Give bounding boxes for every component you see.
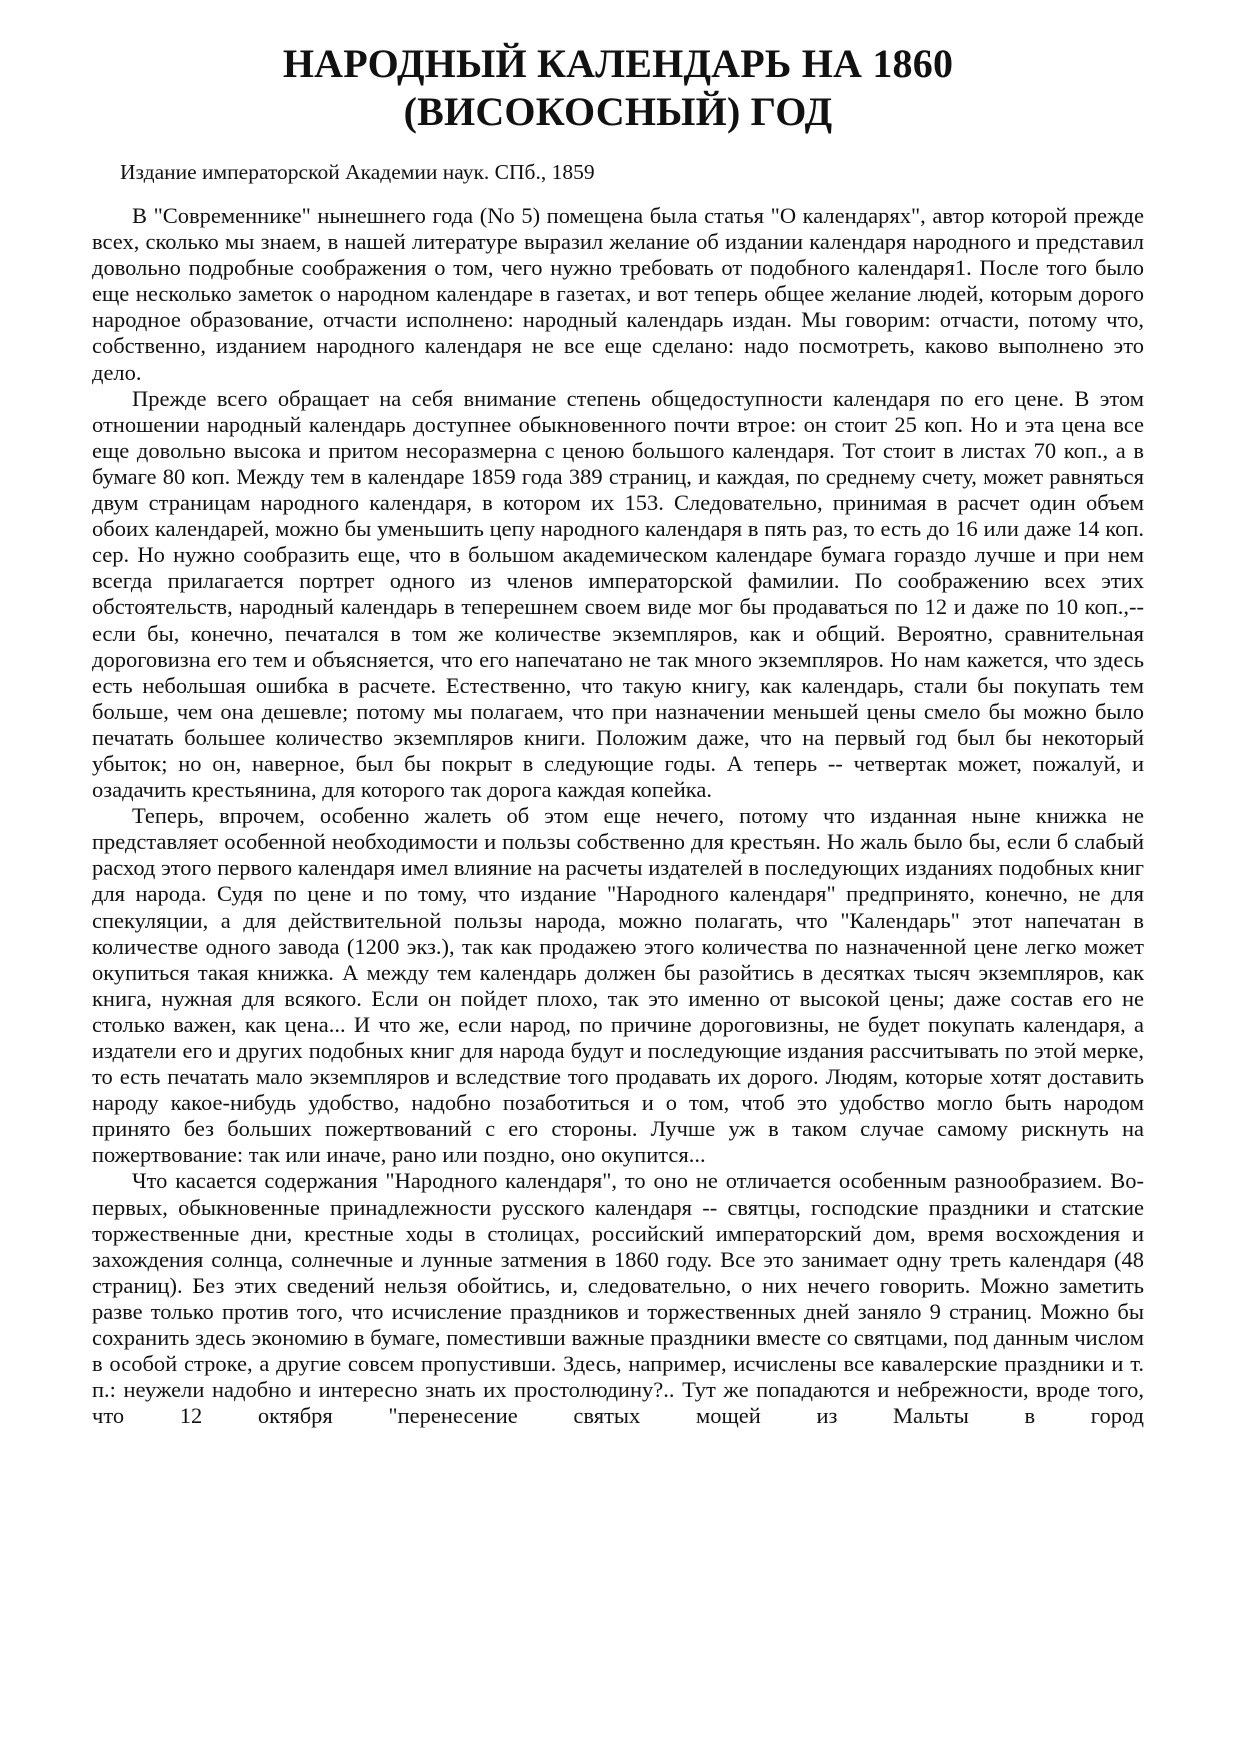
paragraph-2: Прежде всего обращает на себя внимание степень общедоступности календаря по его цене. В этом отношении народный календарь доступнее обыкновенного почти втрое: он стоит 25 коп. Но и эта цена все еще довольно высока и притом несоразмерна с ценою большого календаря. Тот стоит в листах 70 коп., а в бумаге 80 коп. Между тем в календаре 1859 года 389 страниц, и каждая, по среднему счету, может равняться двум страницам народного календаря, в котором их 153. Следовательно, принимая в расчет один объем обоих календарей, можно бы уменьшить цепу народного календаря в пять раз, то есть до 16 или даже 14 коп. сер. Но нужно сообразить еще, что в большом академическом календаре бумага гораздо лучше и при нем всегда прилагается портрет одного из членов императорской фамилии. По соображению всех этих обстоятельств, народный календарь в теперешнем своем виде мог бы продаваться по 12 и даже по 10 коп.,-- если бы, конечно, печатался в том же количестве экземпляров, как и общий. Вероятно, сравнительная дороговизна его тем и объясняется, что его напечатано не так много экземпляров. Но нам кажется, что здесь есть небольшая ошибка в расчете. Естественно, что такую книгу, как календарь, стали бы покупать тем больше, чем она дешевле; потому мы полагаем, что при назначении меньшей цены смело бы можно было печатать большее количество экземпляров книги. Положим даже, что на первый год был бы некоторый убыток; но он, наверное, был бы покрыт в следующие годы. А теперь -- четвертак может, пожалуй, и озадачить крестьянина, для которого так дорога каждая копейка.	[92, 385, 1144, 803]
paragraph-3: Теперь, впрочем, особенно жалеть об этом еще нечего, потому что изданная ныне книжка не представляет особенной необходимости и пользы собственно для крестьян. Но жаль было бы, если б слабый расход этого первого календаря имел влияние на расчеты издателей в последующих изданиях подобных книг для народа. Судя по цене и по тому, что издание "Народного календаря" предпринято, конечно, не для спекуляции, а для действительной пользы народа, можно полагать, что "Календарь" этот напечатан в количестве одного завода (1200 экз.), так как продажею этого количества по назначенной цене легко может окупиться такая книжка. А между тем календарь должен бы разойтись в десятках тысяч экземпляров, как книга, нужная для всякого. Если он пойдет плохо, так это именно от высокой цены; даже состав его не столько важен, как цена... И что же, если народ, по причине дороговизны, не будет покупать календаря, а издатели его и других подобных книг для народа будут и последующие издания рассчитывать по этой мерке, то есть печатать мало экземпляров и вследствие того продавать их дорого. Людям, которые хотят доставить народу какое-нибудь удобство, надобно позаботиться и о том, чтоб это удобство могло быть народом принято без больших пожертвований с его стороны. Лучше уж в таком случае самому рискнуть на пожертвование: так или иначе, рано или поздно, оно окупится...	[92, 803, 1144, 1168]
paragraph-4: Что касается содержания "Народного календаря", то оно не отличается особенным разнообразием. Во-первых, обыкновенные принадлежности русского календаря -- святцы, господские праздники и статские торжественные дни, крестные ходы в столицах, российский императорский дом, время восхождения и захождения солнца, солнечные и лунные затмения в 1860 году. Все это занимает одну треть календаря (48 страниц). Без этих сведений нельзя обойтись, и, следовательно, о них нечего говорить. Можно заметить разве только против того, что исчисление праздников и торжественных дней заняло 9 страниц. Можно бы сохранить здесь экономию в бумаге, поместивши важные праздники вместе со святцами, под данным числом в особой строке, а другие совсем пропустивши. Здесь, например, исчислены все кавалерские праздники и т. п.: неужели надобно и интересно знать их простолюдину?.. Тут же попадаются и небрежности, вроде того, что 12 октября "перенесение святых мощей из Мальты в город	[92, 1168, 1144, 1429]
title-line-1: НАРОДНЫЙ КАЛЕНДАРЬ НА 1860	[282, 41, 954, 86]
paragraph-1: В "Современнике" нынешнего года (No 5) помещена была статья "О календарях", автор которой прежде всех, сколько мы знаем, в нашей литературе выразил желание об издании календаря народного и представил довольно подробные соображения о том, чего нужно требовать от подобного календаря1. После того было еще несколько заметок о народном календаре в газетах, и вот теперь общее желание людей, которым дорого народное образование, отчасти исполнено: народный календарь издан. Мы говорим: отчасти, потому что, собственно, изданием народного календаря не все еще сделано: надо посмотреть, каково выполнено это дело.	[92, 203, 1144, 385]
publication-info: Издание императорской Академии наук. СПб., 1859	[120, 160, 595, 184]
document-title	[92, 40, 1144, 136]
article-body	[92, 203, 1144, 1429]
title-line-2: (ВИСОКОСНЫЙ) ГОД	[403, 89, 833, 134]
